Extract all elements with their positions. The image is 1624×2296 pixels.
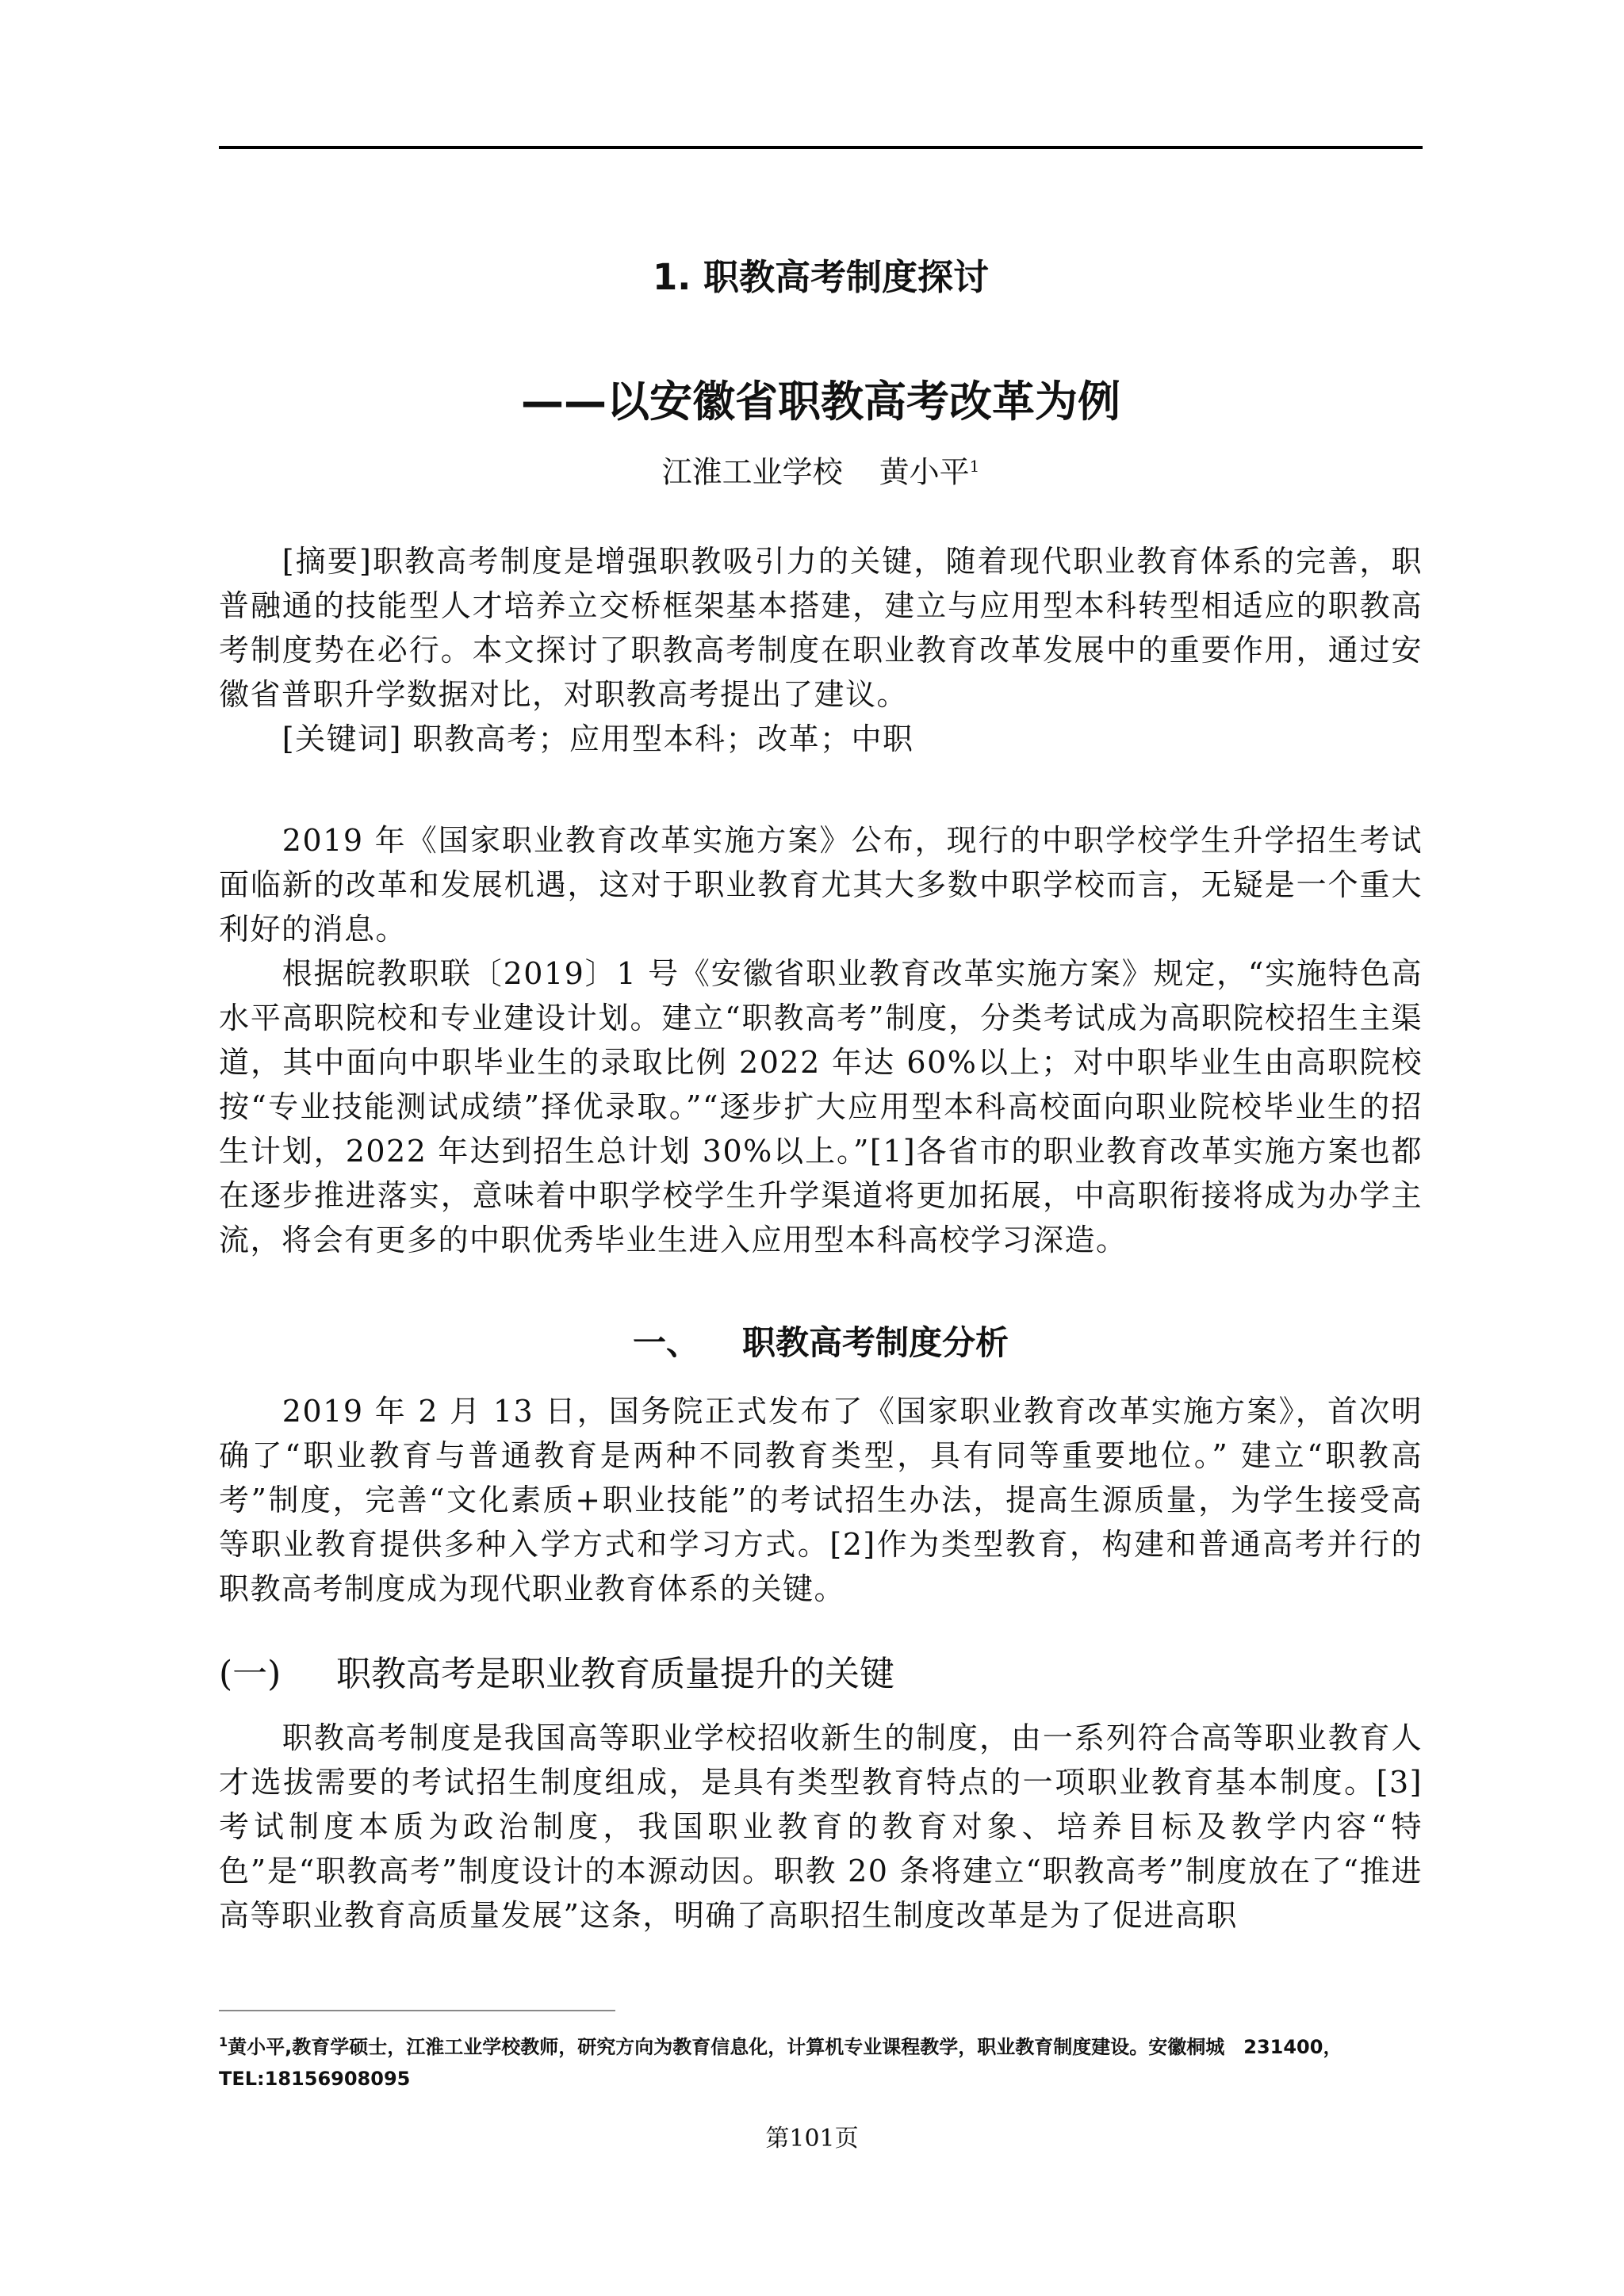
footnote: [219, 2026, 1440, 2095]
section-title: 职教高考制度分析: [742, 1323, 1009, 1362]
page-number: 第101页: [765, 2125, 859, 2152]
author-name: 黄小平: [879, 454, 970, 490]
keywords: [关键词] 职教高考；应用型本科；改革；中职: [282, 721, 914, 756]
section-heading: [219, 1319, 1423, 1367]
paper-title: 1. 职教高考制度探讨: [652, 256, 990, 298]
intro-block: [219, 818, 1423, 1262]
abstract: [摘要]职教高考制度是增强职教吸引力的关键，随着现代职业教育体系的完善，职普融通的技能型人才培养立交桥框架基本搭建，建立与应用型本科转型相适应的职教高考制度势在必行。本文探讨了职教高考制度在职业教育改革发展中的重要作用，通过安徽省普职升学数据对比，对职教高考提出了建议。: [219, 544, 1423, 712]
subsection-paragraph: 职教高考制度是我国高等职业学校招收新生的制度，由一系列符合高等职业教育人才选拔需要的考试招生制度组成，是具有类型教育特点的一项职业教育基本制度。[3]考试制度本质为政治制度，我国职业教育的教育对象、培养目标及教学内容“特色”是“职教高考”制度设计的本源动因。职教 20 条将建立“职教高考”制度放在了“推进高等职业教育高质量发展”这条，明确了高职招生制度改革是为了促进高职: [219, 1720, 1423, 1933]
subsection-body: [219, 1716, 1423, 1938]
subsection-number: (一): [219, 1654, 282, 1694]
intro-paragraph: 根据皖教职联〔2019〕1 号《安徽省职业教育改革实施方案》规定，“实施特色高水平高职院校和专业建设计划。建立“职教高考”制度，分类考试成为高职院校招生主渠道，其中面向中职毕业生的录取比例 2022 年达 60%以上；对中职毕业生由高职院校按“专业技能测试成绩”择优录取。”“逐步扩大应用型本科高校面向职业院校毕业生的招生计划，2022 年达到招生总计划 30%以上。”[1]各省市的职业教育改革实施方案也都在逐步推进落实，意味着中职学校学生升学渠道将更加拓展，中高职衔接将成为办学主流，将会有更多的中职优秀毕业生进入应用型本科高校学习深造。: [219, 956, 1423, 1257]
author-footnote-mark: 1: [969, 457, 980, 476]
section-number: 一、: [632, 1323, 699, 1362]
section-paragraph: 2019 年 2 月 13 日，国务院正式发布了《国家职业教育改革实施方案》，首次明确了“职业教育与普通教育是两种不同教育类型，具有同等重要地位。” 建立“职教高考”制度，完善“文化素质+职业技能”的考试招生办法，提高生源质量，为学生接受高等职业教育提供多种入学方式和学习方式。[2]作为类型教育，构建和普通高考并行的职教高考制度成为现代职业教育体系的关键。: [219, 1394, 1423, 1606]
intro-paragraph: 2019 年《国家职业教育改革实施方案》公布，现行的中职学校学生升学招生考试面临新的改革和发展机遇，这对于职业教育尤其大多数中职学校而言，无疑是一个重大利好的消息。: [219, 823, 1423, 947]
section-body: [219, 1389, 1423, 1611]
author-line: [219, 444, 1423, 495]
footnote-rule: [219, 2010, 615, 2011]
footnote-text: 黄小平,教育学硕士，江淮工业学校教师，研究方向为教育信息化，计算机专业课程教学，职业教育制度建设。安徽桐城 231400，TEL:18156908095: [219, 2036, 1342, 2090]
footnote-mark: 1: [219, 2034, 228, 2049]
paper-subtitle: ——以安徽省职教高考改革为例: [521, 377, 1120, 427]
abstract-block: [219, 539, 1423, 761]
subsection-heading: [219, 1649, 1423, 1700]
header-rule: [219, 146, 1423, 149]
subsection-title: 职教高考是职业教育质量提升的关键: [336, 1654, 894, 1694]
author-affiliation: 江淮工业学校: [661, 454, 843, 490]
